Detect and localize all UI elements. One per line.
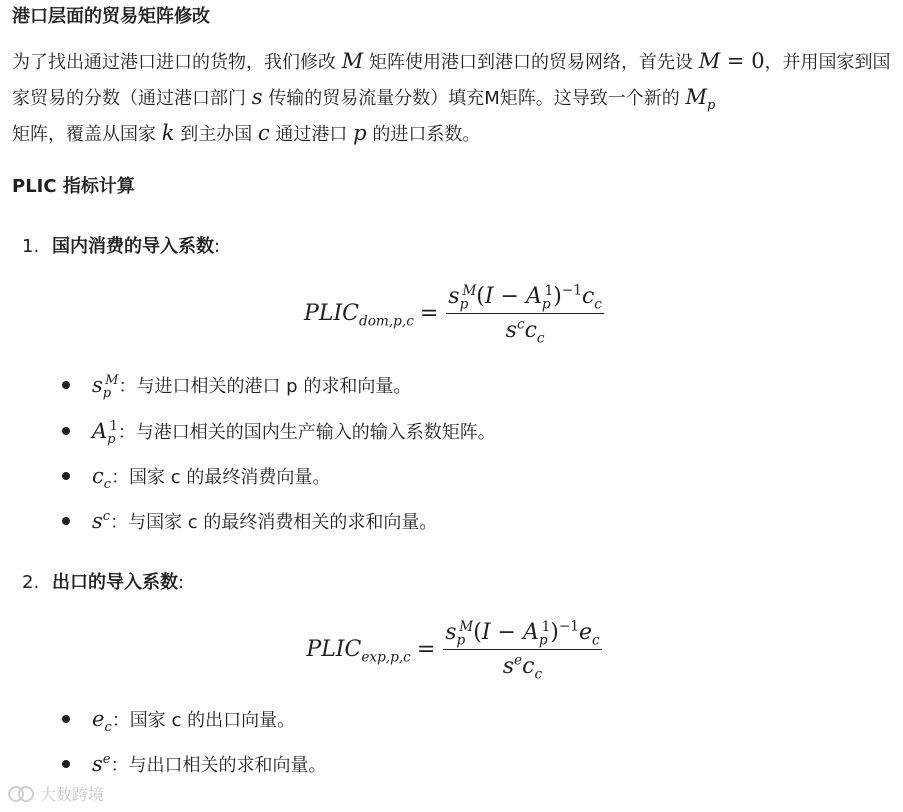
- bullet-dot: [62, 517, 70, 525]
- symbol: $A_p^1$: [92, 419, 118, 448]
- bullet-item: [62, 463, 331, 493]
- item-colon: :: [178, 572, 185, 593]
- formula-fraction: $\frac{s_p^M(I - A_p^1)^{-1}c_c}{s^cc_c}$: [448, 282, 602, 347]
- item-index: 2.: [22, 572, 40, 593]
- bullet-desc: ：国家 c 的最终消费向量。: [111, 467, 331, 488]
- formula-plic-exp: $PLIC_{exp,p,c}$ = $\frac{s_p^M(I - A_p^1)^{-1}e_c}{s^ec_c}$: [306, 618, 600, 683]
- numbered-item-1: [22, 232, 220, 258]
- bullet-item: [62, 751, 326, 777]
- bullet-dot: [62, 472, 70, 480]
- bullet-dot: [62, 760, 70, 768]
- text: 矩阵，覆盖从国家: [12, 124, 162, 145]
- symbol: $s_p^M$: [92, 373, 119, 402]
- text: 传输的贸易流量分数）填充M矩阵。这导致一个新的: [262, 88, 686, 109]
- bullet-desc: ：与港口相关的国内生产输入的输入系数矩阵。: [117, 422, 496, 443]
- bullet-item: [62, 706, 296, 736]
- bullet-item: [62, 508, 437, 534]
- math-mp: $M_p$: [685, 85, 716, 114]
- bullet-dot: [62, 427, 70, 435]
- math-k: k: [161, 121, 175, 145]
- text: ，并用国家到国家贸易的分数（通过港口部门: [12, 52, 891, 109]
- bullet-item: [62, 418, 496, 448]
- bullet-desc: ：国家 c 的出口向量。: [111, 710, 296, 731]
- item-label: 出口的导入系数: [52, 572, 178, 593]
- bullet-item: [62, 372, 412, 402]
- symbol: $c_c$: [92, 464, 112, 493]
- formula-plic-dom: $PLIC_{dom,p,c}$ = $\frac{s_p^M(I - A_p^1)^{-1}c_c}{s^cc_c}$: [304, 282, 602, 347]
- text: 矩阵使用港口到港口的贸易网络，首先设: [363, 52, 699, 73]
- section-title-port-matrix: 港口层面的贸易矩阵修改: [12, 6, 210, 27]
- math-m: M: [341, 49, 364, 73]
- text: 到主办国: [174, 124, 258, 145]
- formula-fraction: $\frac{s_p^M(I - A_p^1)^{-1}e_c}{s^ec_c}$: [445, 618, 600, 683]
- bullet-desc: ：与国家 c 的最终消费相关的求和向量。: [110, 512, 438, 533]
- item-colon: :: [214, 236, 221, 257]
- item-label: 国内消费的导入系数: [52, 236, 214, 257]
- text: 通过港口: [269, 124, 354, 145]
- symbol: $s^e$: [92, 752, 111, 776]
- bullet-dot: [62, 381, 70, 389]
- formula-lhs: $PLIC_{dom,p,c}$: [304, 301, 414, 330]
- watermark-logo-icon: [6, 784, 36, 804]
- numbered-item-2: [22, 568, 184, 594]
- bullet-desc: ：与进口相关的港口 p 的求和向量。: [118, 376, 412, 397]
- text: 的进口系数。: [366, 124, 481, 145]
- intro-paragraph: [12, 44, 894, 152]
- symbol: $e_c$: [92, 707, 112, 736]
- math-s: s: [251, 85, 263, 109]
- math-p: p: [353, 121, 367, 145]
- section-title-plic: PLIC 指标计算: [12, 176, 135, 197]
- text: 为了找出通过港口进口的货物，我们修改: [12, 52, 342, 73]
- symbol: $s^c$: [92, 509, 111, 533]
- watermark-text: 大数跨境: [40, 785, 105, 804]
- bullet-desc: ：与出口相关的求和向量。: [110, 755, 327, 776]
- math-c: c: [257, 121, 270, 145]
- math-eq: M = 0: [698, 49, 765, 73]
- bullet-dot: [62, 715, 70, 723]
- formula-lhs: $PLIC_{exp,p,c}$: [306, 637, 411, 666]
- watermark: [6, 782, 104, 805]
- item-index: 1.: [22, 236, 40, 257]
